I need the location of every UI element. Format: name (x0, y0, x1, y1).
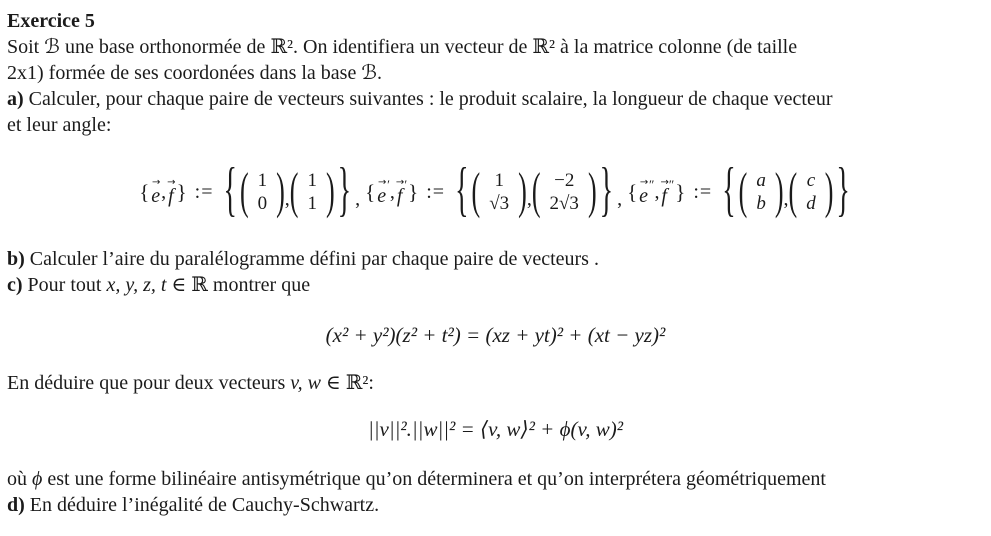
item-d-line (7, 492, 984, 518)
set-open-brace: { (365, 179, 376, 204)
comma: , (654, 180, 660, 203)
comma: , (355, 187, 361, 210)
deduce-variables: v, w (290, 372, 321, 394)
big-open-brace: { (455, 157, 469, 225)
matrix-entry: 2√3 (549, 193, 579, 214)
item-c-line (7, 272, 984, 298)
comma: , (389, 180, 395, 203)
item-c-pre: Pour tout (22, 274, 107, 296)
vector-arrow-icon: → (377, 176, 386, 188)
item-d-text: En déduire l’inégalité de Cauchy-Schwartz. (24, 494, 380, 516)
assign-symbol: := (693, 180, 713, 203)
item-a-label: a) (7, 88, 24, 110)
item-a-line-2: et leur angle: (7, 114, 112, 136)
item-d-label: d) (7, 494, 25, 516)
item-c-membership: ∈ ℝ (166, 274, 213, 296)
vector-set-1 (138, 157, 354, 225)
phi-line (7, 466, 984, 492)
big-open-paren: ( (239, 162, 249, 220)
big-open-paren: ( (738, 162, 748, 220)
column-vector (788, 162, 834, 220)
formula-lagrange-identity: (x² + y²)(z² + t²) = (xz + yt)² + (xt − yz)² (325, 323, 666, 347)
prime-mark: ′ (404, 177, 408, 192)
matrix-entry: 1 (257, 170, 268, 191)
item-b-label: b) (7, 248, 25, 270)
big-close-paren: ) (774, 162, 784, 220)
vector-arrow-icon: → (639, 176, 648, 188)
column-vector (471, 162, 527, 220)
vector-f: → f (167, 176, 175, 207)
prime-mark: ″ (668, 177, 675, 192)
comma: , (617, 187, 623, 210)
assign-symbol: := (194, 180, 214, 203)
vector-arrow-icon: → (660, 176, 668, 188)
vector-set-3 (626, 157, 853, 225)
set-open-brace: { (627, 179, 638, 204)
matrix-entry: 1 (307, 193, 317, 214)
column-vector (289, 162, 335, 220)
big-close-brace: } (599, 157, 614, 225)
column-vector (239, 162, 285, 220)
big-close-brace: } (836, 157, 850, 225)
matrix-entry: d (806, 193, 816, 214)
big-open-brace: { (223, 157, 237, 225)
vector-f-prime: → f (395, 176, 404, 207)
vector-arrow-icon: → (152, 176, 160, 188)
prime-mark: ″ (649, 177, 655, 192)
item-c-label: c) (7, 274, 23, 296)
set-close-brace: } (408, 179, 419, 204)
big-close-paren: ) (518, 162, 527, 220)
matrix-entry: a (756, 170, 766, 191)
matrix-entry: b (756, 193, 766, 214)
item-c-post: montrer que (212, 274, 311, 296)
deduce-line (7, 370, 984, 396)
phi-symbol: ϕ (32, 468, 43, 490)
matrix-entry: −2 (554, 170, 575, 191)
comma: , (526, 187, 532, 210)
item-b-line (7, 246, 984, 272)
phi-pre: où (7, 468, 32, 490)
vector-e-prime: → e (377, 176, 387, 207)
column-vector (531, 162, 597, 220)
matrix-entry: c (806, 170, 816, 191)
comma: , (783, 187, 789, 210)
big-open-paren: ( (531, 162, 541, 220)
prime-mark: ′ (387, 177, 390, 192)
item-a-line-1 (7, 86, 984, 112)
set-close-brace: } (176, 179, 187, 204)
set-close-brace: } (675, 179, 686, 204)
phi-post: est une forme bilinéaire antisymétrique qu’on déterminera et qu’on interprétera géométriquement (42, 468, 826, 490)
deduce-pre: En déduire que pour deux vecteurs (7, 372, 291, 394)
big-close-paren: ) (325, 162, 335, 220)
assign-symbol: := (426, 180, 446, 203)
big-close-paren: ) (587, 162, 597, 220)
formula-norms-identity: ||v||².||w||² = ⟨v, w⟩² + ϕ(v, w)² (367, 417, 624, 441)
vector-arrow-icon: → (395, 176, 404, 188)
matrix-entry: 1 (307, 170, 317, 191)
matrix-entry: √3 (489, 193, 510, 214)
intro-line-2: 2x1) formée de ses coordonées dans la base ℬ. (7, 62, 383, 84)
vector-arrow-icon: → (167, 176, 175, 188)
column-vector (738, 162, 784, 220)
big-open-brace: { (722, 157, 736, 225)
vector-e: → e (151, 176, 161, 207)
vector-e-double-prime: → e (639, 176, 649, 207)
big-open-paren: ( (788, 162, 798, 220)
item-c-variables: x, y, z, t (106, 274, 167, 296)
item-a-text-1: Calculer, pour chaque paire de vecteurs suivantes : le produit scalaire, la longueur de chaque vecteur (23, 88, 833, 110)
intro-line-1: Soit ℬ une base orthonormée de ℝ². On identifiera un vecteur de ℝ² à la matrice colonne (de taille (7, 36, 798, 58)
big-close-brace: } (337, 157, 352, 225)
comma: , (161, 180, 167, 203)
big-open-paren: ( (471, 162, 481, 220)
vector-set-2 (364, 157, 616, 225)
formula-vector-pairs (7, 154, 984, 230)
big-close-paren: ) (276, 162, 285, 220)
item-b-text: Calculer l’aire du paralélogramme défini par chaque paire de vecteurs . (24, 248, 599, 270)
deduce-post: ∈ ℝ²: (320, 372, 374, 394)
exercise-title: Exercice 5 (7, 10, 95, 32)
matrix-entry: 0 (257, 193, 268, 214)
big-open-paren: ( (289, 162, 299, 220)
comma: , (284, 187, 290, 210)
big-close-paren: ) (824, 162, 834, 220)
set-open-brace: { (139, 179, 150, 204)
vector-f-double-prime: → f (660, 176, 668, 207)
matrix-entry: 1 (494, 170, 504, 191)
